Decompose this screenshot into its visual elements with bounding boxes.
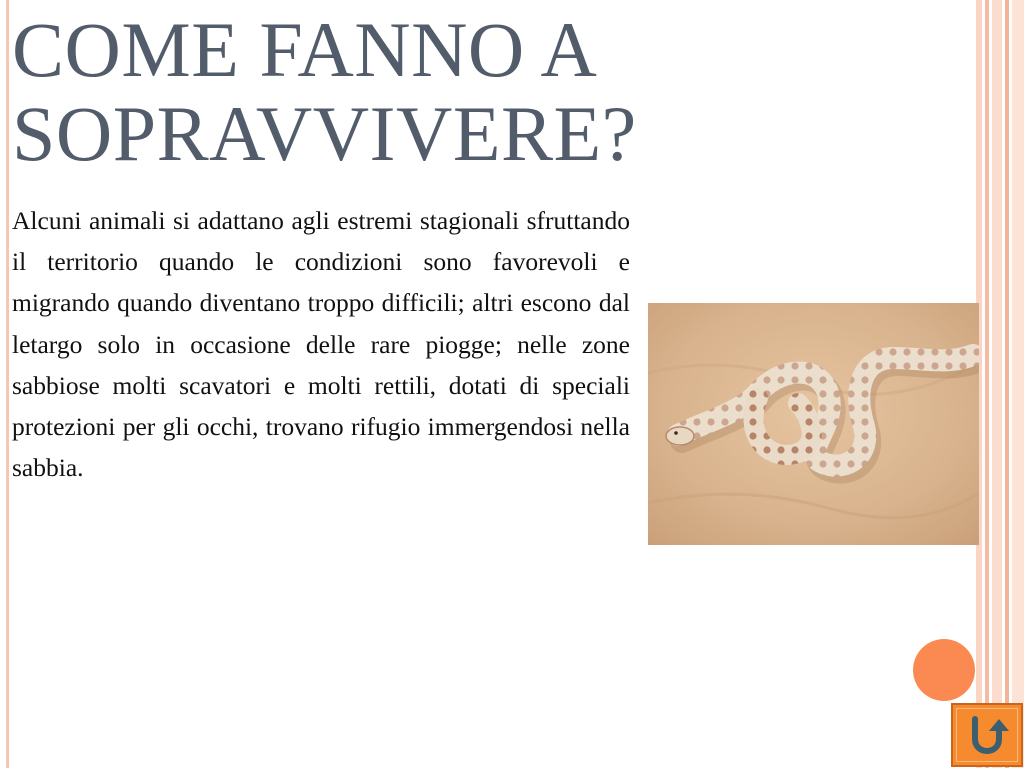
snake-photo (648, 303, 979, 545)
u-turn-arrow-icon (965, 713, 1009, 757)
title-line-2: SOPRAVVIVERE? (12, 90, 637, 177)
left-border-line (6, 0, 9, 768)
body-paragraph: Alcuni animali si adattano agli estremi stagionali sfruttando il territorio quando le condizioni sono favorevoli e migrando quando diventano troppo difficili; altri escono dal letargo solo in occasione delle rare piogge; nelle zone sabbiose molti scavatori e molti rettili, dotati di speciali protezioni per gli occhi, trovano rifugio immergendosi nella sabbia. (12, 206, 630, 483)
return-button[interactable] (951, 703, 1023, 767)
decorative-stripes (976, 0, 1024, 768)
slide-title (12, 8, 732, 176)
title-line-1: COME FANNO A (12, 6, 598, 93)
decorative-orange-circle (913, 639, 975, 701)
